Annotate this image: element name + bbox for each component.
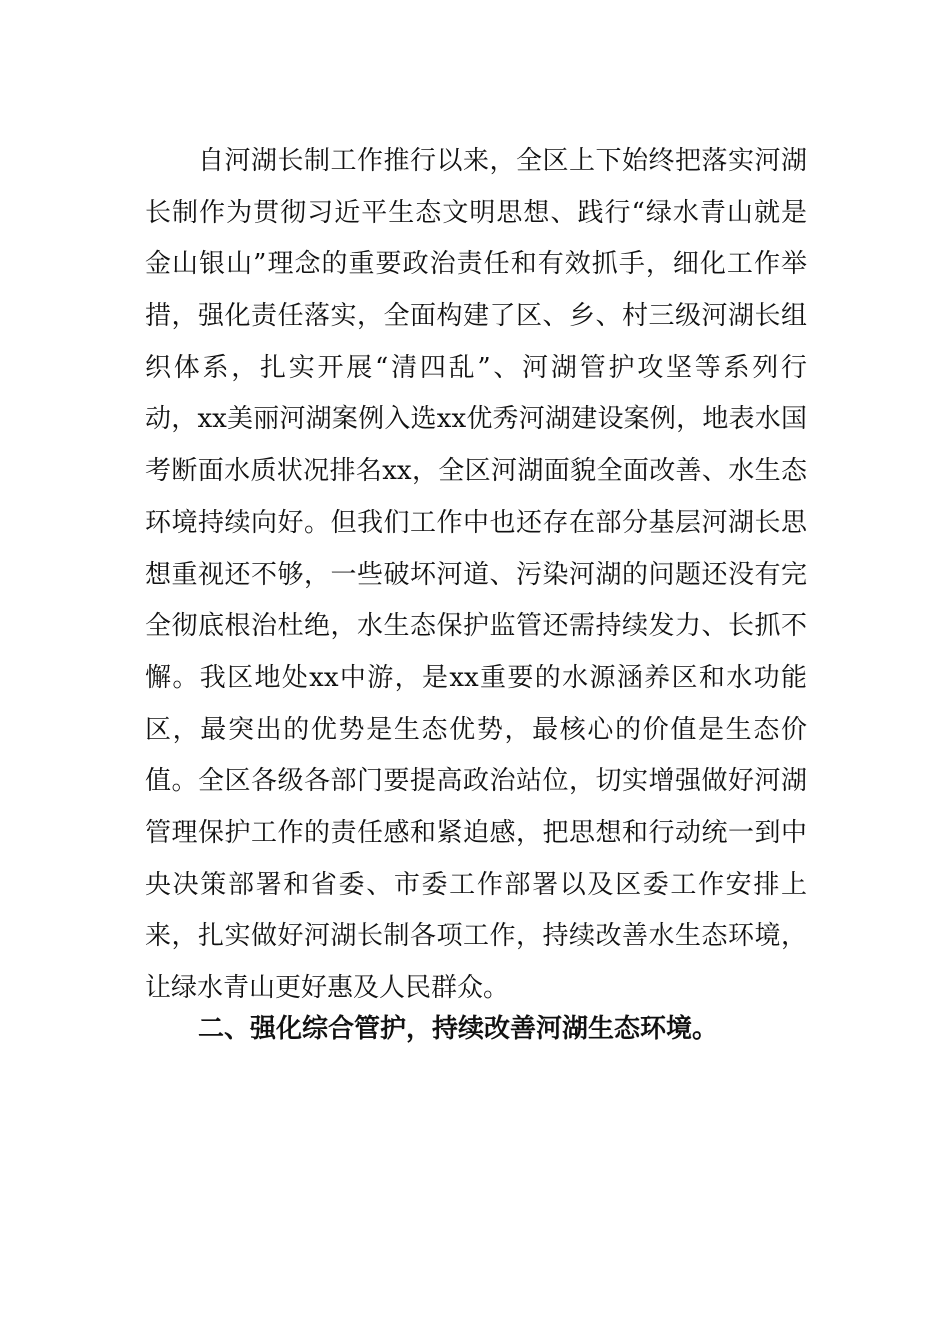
paragraph-line: 央决策部署和省委、市委工作部署以及区委工作安排上	[145, 869, 807, 900]
paragraph-line: 全彻底根治杜绝，水生态保护监管还需持续发力、长抓不	[145, 611, 807, 642]
paragraph-line: 措，强化责任落实，全面构建了区、乡、村三级河湖长组	[145, 301, 807, 332]
paragraph-line: 让绿水青山更好惠及人民群众。	[145, 973, 510, 1003]
paragraph-line: 考断面水质状况排名xx，全区河湖面貌全面改善、水生态	[145, 456, 807, 487]
paragraph-line: 长制作为贯彻习近平生态文明思想、践行“绿水青山就是	[145, 197, 807, 228]
paragraph-line: 区，最突出的优势是生态优势，最核心的价值是生态价	[145, 714, 807, 745]
paragraph-line: 懈。我区地处xx中游，是xx重要的水源涵养区和水功能	[145, 662, 807, 693]
paragraph-line: 自河湖长制工作推行以来，全区上下始终把落实河湖	[145, 146, 807, 176]
paragraph-line: 来，扎实做好河湖长制各项工作，持续改善水生态环境，	[145, 921, 807, 952]
paragraph-line: 想重视还不够，一些破坏河道、污染河湖的问题还没有完	[145, 559, 807, 590]
paragraph-line: 值。全区各级各部门要提高政治站位，切实增强做好河湖	[145, 766, 807, 797]
paragraph-line: 动，xx美丽河湖案例入选xx优秀河湖建设案例，地表水国	[145, 404, 807, 435]
paragraph-line: 金山银山”理念的重要政治责任和有效抓手，细化工作举	[145, 249, 807, 280]
paragraph-line: 织体系，扎实开展“清四乱”、河湖管护攻坚等系列行	[145, 352, 807, 383]
paragraph-line: 环境持续向好。但我们工作中也还存在部分基层河湖长思	[145, 507, 807, 538]
paragraph-line: 管理保护工作的责任感和紧迫感，把思想和行动统一到中	[145, 817, 807, 848]
body-paragraph	[145, 136, 807, 1015]
section-heading: 二、强化综合管护，持续改善河湖生态环境。	[198, 1014, 719, 1044]
